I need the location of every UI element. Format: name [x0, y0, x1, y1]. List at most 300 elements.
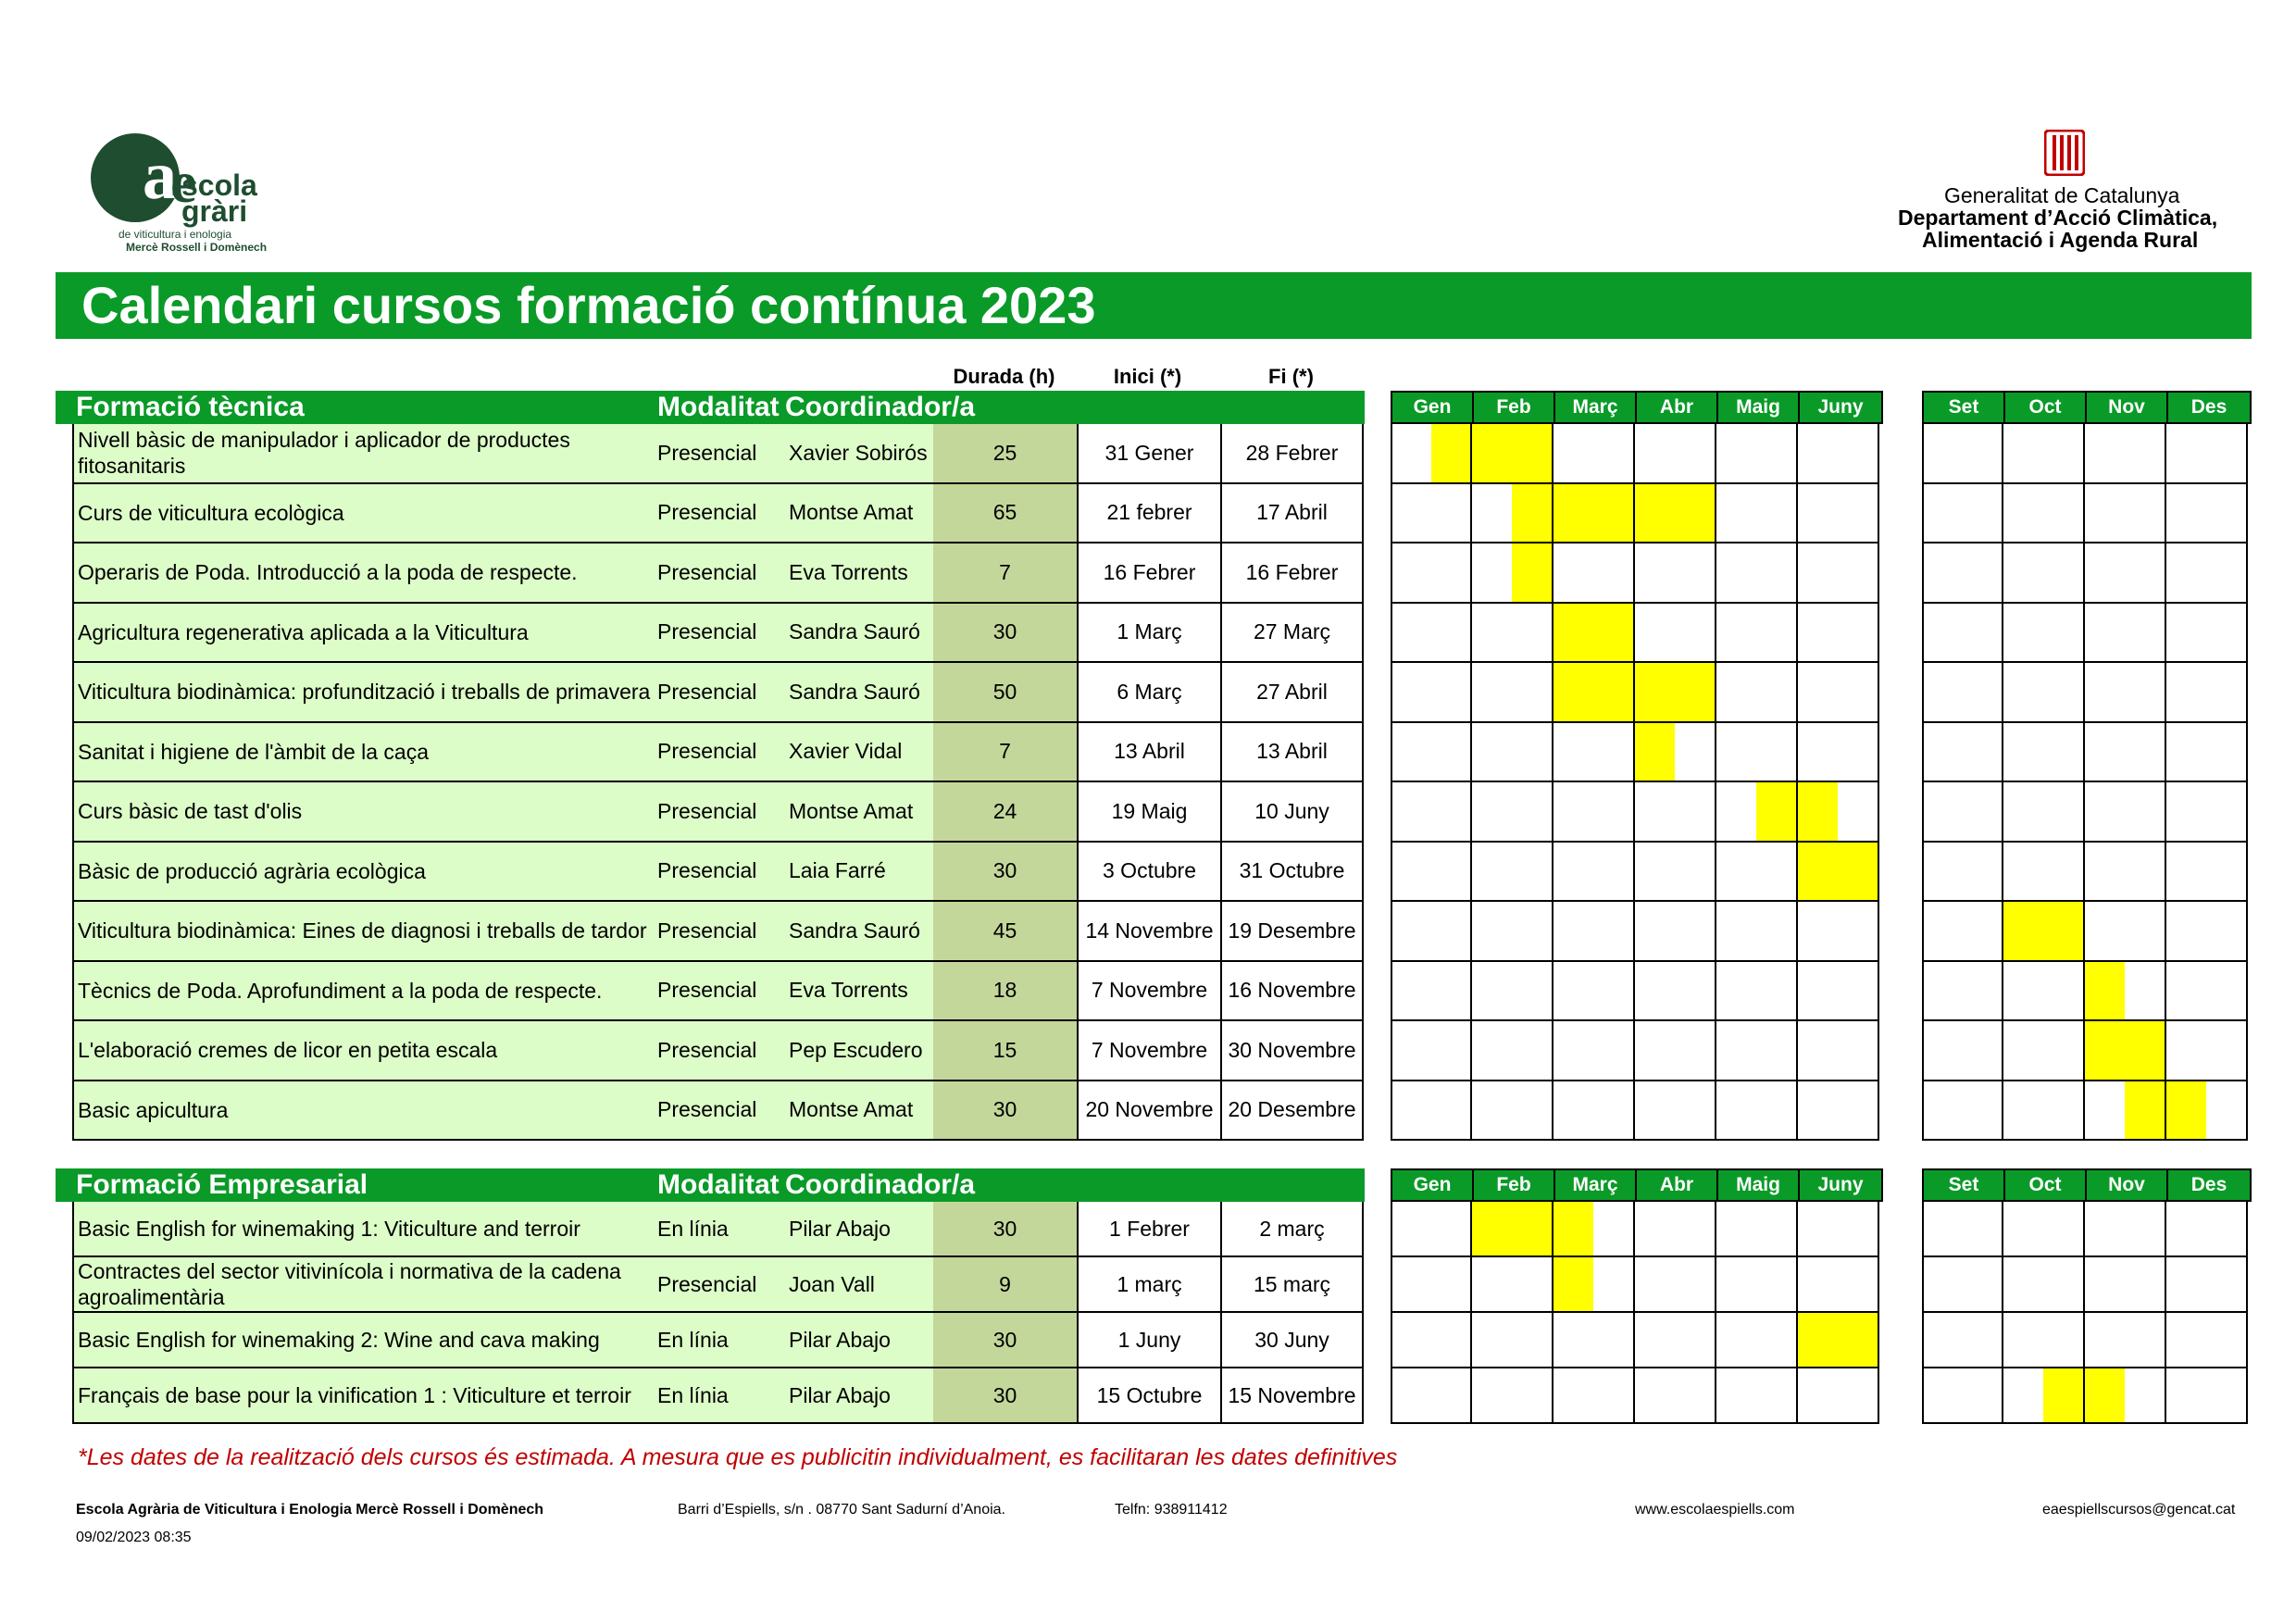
month-cell — [1635, 962, 1716, 1022]
course-durada: 30 — [933, 604, 1077, 664]
month-cell — [1472, 1021, 1554, 1081]
course-modalitat: Presencial — [654, 843, 785, 903]
month-cell — [1554, 484, 1635, 544]
month-feb: Feb — [1474, 1170, 1555, 1200]
course-inici: 3 Octubre — [1077, 843, 1220, 903]
gantt-h1-row — [1391, 543, 1879, 604]
course-coordinador: Xavier Vidal — [785, 723, 933, 783]
month-cell — [1472, 782, 1554, 843]
month-cell — [1472, 902, 1554, 962]
course-inici: 6 Març — [1077, 663, 1220, 723]
course-fi: 16 Febrer — [1220, 543, 1364, 604]
month-cell — [1716, 1313, 1798, 1368]
month-cell — [1472, 543, 1554, 604]
course-durada: 65 — [933, 484, 1077, 544]
month-cell — [2003, 604, 2085, 664]
month-des: Des — [2190, 396, 2227, 418]
course-row — [72, 663, 1364, 723]
schedule-fill — [1635, 723, 1675, 781]
month-marc: Març — [1555, 1170, 1637, 1200]
section-title-tecnica: Formació tècnica — [76, 392, 305, 422]
month-cell — [1472, 424, 1554, 484]
month-cell — [2085, 782, 2166, 843]
gantt-h1-row — [1391, 962, 1879, 1022]
month-cell — [2166, 723, 2248, 783]
course-row — [72, 843, 1364, 903]
course-name: Viticultura biodinàmica: profundització i treballs de primavera — [72, 663, 654, 723]
month-cell — [1554, 1257, 1635, 1313]
gantt-h2-row — [1922, 1313, 2248, 1368]
schedule-fill — [1635, 484, 1715, 543]
month-cell — [1922, 604, 2003, 664]
month-cell — [2003, 723, 2085, 783]
course-inici: 21 febrer — [1077, 484, 1220, 544]
course-row — [72, 782, 1364, 843]
month-cell — [1391, 782, 1472, 843]
course-inici: 1 Juny — [1077, 1313, 1220, 1368]
course-fi: 20 Desembre — [1220, 1081, 1364, 1142]
month-cell — [1716, 484, 1798, 544]
course-fi: 10 Juny — [1220, 782, 1364, 843]
course-fi: 17 Abril — [1220, 484, 1364, 544]
month-cell — [1635, 543, 1716, 604]
month-cell — [2166, 1081, 2248, 1142]
course-coordinador: Sandra Sauró — [785, 663, 933, 723]
months-header-h2-empresarial — [1922, 1168, 2252, 1202]
month-cell — [1554, 604, 1635, 664]
schedule-fill — [1431, 424, 1470, 482]
month-cell — [1391, 902, 1472, 962]
month-cell — [1635, 843, 1716, 903]
month-cell — [1922, 782, 2003, 843]
logo-subline-2: Mercè Rossell i Domènech — [126, 241, 268, 254]
schedule-fill — [1554, 1257, 1593, 1311]
month-cell — [1391, 604, 1472, 664]
month-cell — [1554, 723, 1635, 783]
month-cell — [1472, 962, 1554, 1022]
month-cell — [1798, 1257, 1879, 1313]
footer-email[interactable]: eaespiellscursos@gencat.cat — [2042, 1502, 2236, 1518]
course-name: Agricultura regenerativa aplicada a la Viticultura — [72, 604, 654, 664]
course-coordinador: Pilar Abajo — [785, 1368, 933, 1424]
footer-timestamp: 09/02/2023 08:35 — [76, 1530, 192, 1545]
gantt-h2-row — [1922, 902, 2248, 962]
gantt-h2-row — [1922, 843, 2248, 903]
month-cell — [1554, 843, 1635, 903]
month-cell — [1554, 1202, 1635, 1257]
dates-disclaimer: *Les dates de la realització dels cursos és estimada. A mesura que es publicitin individualment, es facilitaran les dates definitives — [78, 1444, 1398, 1470]
gantt-h1-row — [1391, 1257, 1879, 1313]
gantt-h1-row — [1391, 1313, 1879, 1368]
coordinador-header: Coordinador/a — [785, 1169, 976, 1200]
logo-word-escola: scola — [181, 169, 257, 202]
course-fi: 15 Novembre — [1220, 1368, 1364, 1424]
month-cell — [1922, 962, 2003, 1022]
course-coordinador: Montse Amat — [785, 484, 933, 544]
course-inici: 20 Novembre — [1077, 1081, 1220, 1142]
month-cell — [1554, 543, 1635, 604]
course-modalitat: Presencial — [654, 484, 785, 544]
course-coordinador: Pep Escudero — [785, 1021, 933, 1081]
department-line-1: Departament d’Acció Climàtica, — [1898, 206, 2218, 230]
gantt-h2-row — [1922, 663, 2248, 723]
course-modalitat: Presencial — [654, 1257, 785, 1313]
month-cell — [1922, 723, 2003, 783]
course-row — [72, 723, 1364, 783]
course-fi: 13 Abril — [1220, 723, 1364, 783]
month-cell — [2003, 902, 2085, 962]
course-durada: 30 — [933, 1081, 1077, 1142]
month-cell — [1922, 1021, 2003, 1081]
course-name: Curs de viticultura ecològica — [72, 484, 654, 544]
month-cell — [1716, 543, 1798, 604]
month-cell — [1391, 723, 1472, 783]
course-row — [72, 1257, 1364, 1313]
course-row — [72, 1313, 1364, 1368]
course-fi: 19 Desembre — [1220, 902, 1364, 962]
schedule-fill — [1798, 1313, 1878, 1367]
course-inici: 14 Novembre — [1077, 902, 1220, 962]
month-cell — [1798, 723, 1879, 783]
month-cell — [1922, 1313, 2003, 1368]
month-cell — [1798, 424, 1879, 484]
month-cell — [1635, 1368, 1716, 1424]
course-name: L'elaboració cremes de licor en petita escala — [72, 1021, 654, 1081]
month-cell — [1798, 1313, 1879, 1368]
month-cell — [1554, 424, 1635, 484]
gantt-h2-row — [1922, 1368, 2248, 1424]
svg-text:a: a — [143, 138, 177, 214]
section-header-tecnica — [56, 391, 1365, 424]
months-header-h1-tecnica — [1391, 391, 1883, 424]
gantt-h2-row — [1922, 1257, 2248, 1313]
schedule-fill — [1512, 543, 1552, 602]
gantt-h2-row — [1922, 723, 2248, 783]
course-name: Français de base pour la vinification 1 : Viticulture et terroir — [72, 1368, 654, 1424]
month-cell — [1922, 902, 2003, 962]
month-cell — [2166, 424, 2248, 484]
course-name: Contractes del sector vitivinícola i normativa de la cadena agroalimentària — [72, 1257, 654, 1313]
course-inici: 16 Febrer — [1077, 543, 1220, 604]
month-cell — [1554, 902, 1635, 962]
month-cell — [1635, 424, 1716, 484]
month-cell — [2003, 1202, 2085, 1257]
month-cell — [2166, 1257, 2248, 1313]
month-oct: Oct — [2005, 1170, 2087, 1200]
month-cell — [2003, 424, 2085, 484]
month-juny: Juny — [1817, 396, 1864, 418]
month-cell — [2166, 843, 2248, 903]
month-cell — [1922, 1202, 2003, 1257]
page-title: Calendari cursos formació contínua 2023 — [56, 272, 2252, 339]
month-cell — [1391, 1257, 1472, 1313]
month-cell — [2003, 543, 2085, 604]
month-cell — [1391, 424, 1472, 484]
month-cell — [1716, 604, 1798, 664]
course-coordinador: Montse Amat — [785, 1081, 933, 1142]
month-cell — [1798, 962, 1879, 1022]
course-fi: 27 Abril — [1220, 663, 1364, 723]
month-cell — [1635, 1313, 1716, 1368]
course-fi: 30 Novembre — [1220, 1021, 1364, 1081]
gantt-h1-row — [1391, 723, 1879, 783]
course-inici: 15 Octubre — [1077, 1368, 1220, 1424]
month-gen: Gen — [1392, 393, 1474, 422]
schedule-fill — [2043, 1368, 2083, 1422]
month-cell — [2085, 543, 2166, 604]
course-durada: 30 — [933, 1313, 1077, 1368]
month-cell — [1554, 1081, 1635, 1142]
course-inici: 1 Març — [1077, 604, 1220, 664]
month-cell — [2166, 1202, 2248, 1257]
month-cell — [1635, 1257, 1716, 1313]
section-title-empresarial: Formació Empresarial — [76, 1169, 368, 1200]
schedule-fill — [1472, 424, 1552, 482]
month-cell — [2003, 962, 2085, 1022]
schedule-fill — [1635, 663, 1715, 721]
course-fi: 27 Març — [1220, 604, 1364, 664]
month-cell — [1635, 1202, 1716, 1257]
course-inici: 7 Novembre — [1077, 1021, 1220, 1081]
month-cell — [2085, 424, 2166, 484]
month-cell — [1554, 782, 1635, 843]
month-cell — [1922, 424, 2003, 484]
schedule-fill — [2085, 962, 2125, 1020]
course-row — [72, 484, 1364, 544]
course-fi: 15 març — [1220, 1257, 1364, 1313]
month-cell — [2166, 663, 2248, 723]
gantt-h2-row — [1922, 484, 2248, 544]
schedule-fill — [1798, 782, 1838, 841]
course-coordinador: Eva Torrents — [785, 962, 933, 1022]
month-cell — [1391, 1081, 1472, 1142]
month-cell — [2085, 1021, 2166, 1081]
gantt-h1-row — [1391, 663, 1879, 723]
course-name: Curs bàsic de tast d'olis — [72, 782, 654, 843]
month-oct: Oct — [2005, 393, 2087, 422]
month-cell — [2003, 1368, 2085, 1424]
modalitat-header: Modalitat — [657, 392, 780, 422]
course-name: Basic apicultura — [72, 1081, 654, 1142]
schedule-fill — [1554, 1202, 1593, 1255]
month-cell — [1391, 1021, 1472, 1081]
inici-label: Inici (*) — [1113, 365, 1182, 388]
course-modalitat: Presencial — [654, 1081, 785, 1142]
month-cell — [1798, 782, 1879, 843]
course-coordinador: Pilar Abajo — [785, 1202, 933, 1257]
course-row — [72, 902, 1364, 962]
course-name: Basic English for winemaking 1: Viticulture and terroir — [72, 1202, 654, 1257]
generalitat-logo — [1889, 130, 2259, 259]
course-row — [72, 543, 1364, 604]
course-modalitat: Presencial — [654, 723, 785, 783]
footer-web[interactable]: www.escolaespiells.com — [1635, 1502, 1795, 1518]
course-name: Operaris de Poda. Introducció a la poda de respecte. — [72, 543, 654, 604]
course-fi: 31 Octubre — [1220, 843, 1364, 903]
course-modalitat: Presencial — [654, 543, 785, 604]
month-cell — [1798, 1081, 1879, 1142]
month-cell — [2085, 604, 2166, 664]
section-header-empresarial — [56, 1168, 1365, 1202]
month-cell — [1798, 1021, 1879, 1081]
course-inici: 7 Novembre — [1077, 962, 1220, 1022]
course-modalitat: En línia — [654, 1202, 785, 1257]
schedule-fill — [1554, 604, 1633, 662]
course-fi: 28 Febrer — [1220, 424, 1364, 484]
month-cell — [1922, 1368, 2003, 1424]
generalitat-name: Generalitat de Catalunya — [1944, 183, 2180, 207]
month-cell — [1472, 484, 1554, 544]
gantt-h1-row — [1391, 1368, 1879, 1424]
month-cell — [1798, 843, 1879, 903]
month-cell — [1716, 723, 1798, 783]
schedule-fill — [1554, 484, 1633, 543]
month-cell — [2085, 1202, 2166, 1257]
month-cell — [1798, 543, 1879, 604]
course-coordinador: Laia Farré — [785, 843, 933, 903]
month-cell — [1922, 663, 2003, 723]
course-modalitat: Presencial — [654, 902, 785, 962]
month-cell — [1472, 1202, 1554, 1257]
schedule-fill — [1554, 663, 1633, 721]
month-maig: Maig — [1718, 393, 1800, 422]
month-cell — [1798, 604, 1879, 664]
month-cell — [1391, 543, 1472, 604]
course-modalitat: Presencial — [654, 962, 785, 1022]
course-row — [72, 962, 1364, 1022]
month-cell — [1472, 663, 1554, 723]
course-inici: 1 Febrer — [1077, 1202, 1220, 1257]
gantt-h2-row — [1922, 424, 2248, 484]
course-coordinador: Montse Amat — [785, 782, 933, 843]
course-name: Nivell bàsic de manipulador i aplicador de productes fitosanitaris — [72, 424, 654, 484]
month-cell — [2003, 1081, 2085, 1142]
month-cell — [2166, 1021, 2248, 1081]
schedule-fill — [2085, 1021, 2165, 1080]
course-name: Tècnics de Poda. Aprofundiment a la poda de respecte. — [72, 962, 654, 1022]
month-cell — [2166, 1368, 2248, 1424]
course-durada: 50 — [933, 663, 1077, 723]
course-inici: 19 Maig — [1077, 782, 1220, 843]
month-cell — [1716, 663, 1798, 723]
month-cell — [2003, 1257, 2085, 1313]
month-cell — [1635, 484, 1716, 544]
month-cell — [1554, 1313, 1635, 1368]
school-logo — [89, 131, 268, 256]
month-cell — [2166, 543, 2248, 604]
month-cell — [1922, 543, 2003, 604]
gantt-h1-row — [1391, 604, 1879, 664]
course-row — [72, 1021, 1364, 1081]
course-modalitat: En línia — [654, 1368, 785, 1424]
month-cell — [1635, 723, 1716, 783]
month-cell — [1472, 1313, 1554, 1368]
month-cell — [1472, 604, 1554, 664]
month-cell — [1635, 902, 1716, 962]
month-cell — [1798, 1202, 1879, 1257]
month-nov: Nov — [2087, 1170, 2168, 1200]
month-cell — [1635, 782, 1716, 843]
gantt-h1-row — [1391, 902, 1879, 962]
month-cell — [2166, 604, 2248, 664]
logo-word-agraria: gràri — [181, 194, 248, 228]
month-cell — [1472, 1081, 1554, 1142]
month-cell — [1554, 1021, 1635, 1081]
footer-phone: Telfn: 938911412 — [1115, 1502, 1228, 1518]
course-durada: 7 — [933, 543, 1077, 604]
month-cell — [1922, 843, 2003, 903]
course-row — [72, 604, 1364, 664]
schedule-fill — [2166, 1081, 2206, 1140]
month-cell — [1716, 424, 1798, 484]
month-cell — [1922, 1257, 2003, 1313]
course-durada: 18 — [933, 962, 1077, 1022]
month-cell — [2085, 1081, 2166, 1142]
month-cell — [2085, 962, 2166, 1022]
schedule-fill — [2003, 902, 2083, 960]
month-nov: Nov — [2087, 393, 2168, 422]
course-row — [72, 1081, 1364, 1142]
course-modalitat: Presencial — [654, 663, 785, 723]
course-coordinador: Sandra Sauró — [785, 902, 933, 962]
month-cell — [1798, 1368, 1879, 1424]
month-cell — [2085, 484, 2166, 544]
month-abr: Abr — [1637, 393, 1718, 422]
gantt-h2-row — [1922, 1021, 2248, 1081]
schedule-fill — [1472, 1202, 1552, 1255]
month-cell — [2003, 1313, 2085, 1368]
course-name: Viticultura biodinàmica: Eines de diagnosi i treballs de tardor — [72, 902, 654, 962]
course-durada: 24 — [933, 782, 1077, 843]
course-modalitat: Presencial — [654, 782, 785, 843]
month-cell — [1716, 1081, 1798, 1142]
month-cell — [1472, 1368, 1554, 1424]
month-cell — [2166, 484, 2248, 544]
course-inici: 13 Abril — [1077, 723, 1220, 783]
month-cell — [1716, 1257, 1798, 1313]
month-cell — [2166, 1313, 2248, 1368]
gantt-h2-row — [1922, 604, 2248, 664]
schedule-fill — [1756, 782, 1796, 841]
course-durada: 7 — [933, 723, 1077, 783]
month-cell — [1716, 782, 1798, 843]
course-fi: 2 març — [1220, 1202, 1364, 1257]
month-cell — [1716, 902, 1798, 962]
gantt-h1-row — [1391, 1021, 1879, 1081]
month-cell — [1472, 843, 1554, 903]
generalitat-emblem — [2044, 130, 2085, 176]
course-durada: 30 — [933, 843, 1077, 903]
month-cell — [1922, 484, 2003, 544]
month-cell — [1472, 723, 1554, 783]
month-cell — [2085, 902, 2166, 962]
month-set: Set — [1924, 393, 2005, 422]
month-cell — [2085, 1368, 2166, 1424]
course-name: Sanitat i higiene de l'àmbit de la caça — [72, 723, 654, 783]
course-coordinador: Xavier Sobirós — [785, 424, 933, 484]
coordinador-header: Coordinador/a — [785, 392, 976, 422]
course-coordinador: Pilar Abajo — [785, 1313, 933, 1368]
month-cell — [1922, 1081, 2003, 1142]
month-cell — [1391, 663, 1472, 723]
footer-school: Escola Agrària de Viticultura i Enologia Mercè Rossell i Domènech — [76, 1502, 544, 1518]
course-inici: 31 Gener — [1077, 424, 1220, 484]
logo-subline-1: de viticultura i enologia — [119, 228, 232, 241]
month-cell — [1716, 1368, 1798, 1424]
course-modalitat: Presencial — [654, 424, 785, 484]
month-marc: Març — [1555, 393, 1637, 422]
footer-address: Barri d’Espiells, s/n . 08770 Sant Sadurní d’Anoia. — [678, 1502, 1005, 1518]
